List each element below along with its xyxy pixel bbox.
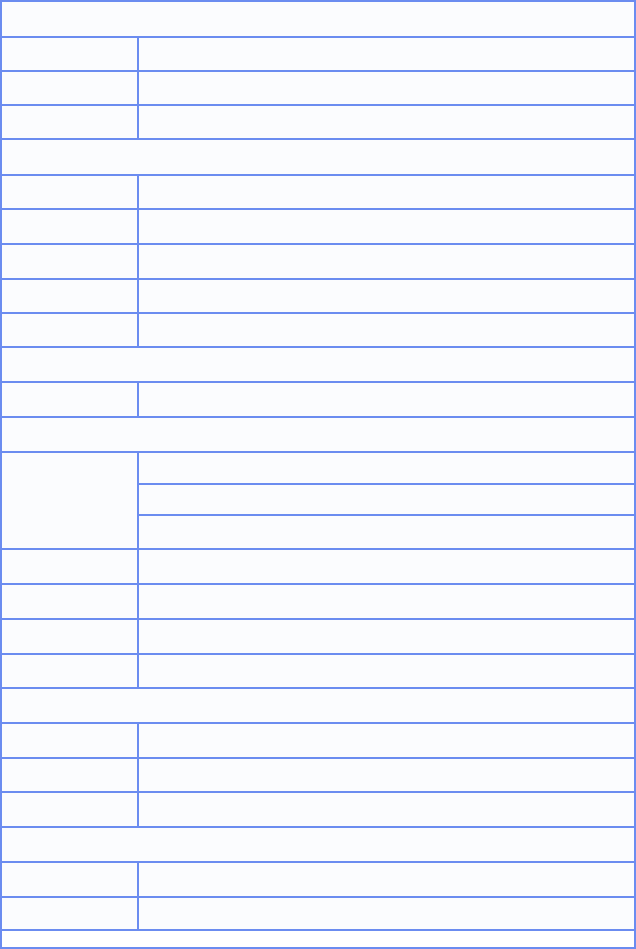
row-value-cell[interactable] bbox=[139, 516, 634, 548]
table-row bbox=[2, 314, 634, 348]
row-value-cell[interactable] bbox=[139, 793, 634, 826]
row-value-cell[interactable] bbox=[139, 453, 634, 485]
row-label-cell bbox=[2, 863, 139, 896]
row-label-cell bbox=[2, 245, 139, 278]
row-label-cell bbox=[2, 585, 139, 618]
row-value-cell[interactable] bbox=[139, 280, 634, 312]
row-label-cell bbox=[2, 210, 139, 243]
table-row bbox=[2, 176, 634, 210]
table-row bbox=[2, 759, 634, 793]
row-value-cell[interactable] bbox=[139, 245, 634, 278]
table-row bbox=[2, 383, 634, 418]
row-label-cell bbox=[2, 314, 139, 346]
row-label-cell bbox=[2, 280, 139, 312]
row-label-cell bbox=[2, 724, 139, 757]
row-value-cell[interactable] bbox=[139, 38, 634, 70]
table-row bbox=[2, 245, 634, 280]
table-row bbox=[2, 585, 634, 620]
row-value-cell[interactable] bbox=[139, 655, 634, 687]
row-label-cell bbox=[2, 106, 139, 138]
table-row bbox=[2, 550, 634, 585]
row-value-cell[interactable] bbox=[139, 759, 634, 791]
row-value-cell[interactable] bbox=[139, 106, 634, 138]
row-label-cell bbox=[2, 38, 139, 70]
row-label-cell bbox=[2, 620, 139, 653]
row-label-cell bbox=[2, 383, 139, 416]
row-value-cell[interactable] bbox=[139, 724, 634, 757]
section-header-row bbox=[2, 689, 634, 724]
table-row bbox=[2, 620, 634, 655]
row-value-cell[interactable] bbox=[139, 585, 634, 618]
table-row bbox=[2, 793, 634, 828]
row-value-cell[interactable] bbox=[139, 550, 634, 583]
row-value-cell[interactable] bbox=[139, 620, 634, 653]
row-label-cell bbox=[2, 655, 139, 687]
table-row-grouped bbox=[2, 453, 634, 550]
row-label-cell bbox=[2, 453, 139, 548]
table-row bbox=[2, 38, 634, 72]
row-value-cell[interactable] bbox=[139, 863, 634, 896]
row-label-cell bbox=[2, 72, 139, 104]
row-value-cell[interactable] bbox=[139, 176, 634, 208]
section-header-row bbox=[2, 2, 634, 38]
row-value-cell[interactable] bbox=[139, 314, 634, 346]
document-table bbox=[2, 2, 634, 931]
row-value-cell[interactable] bbox=[139, 485, 634, 517]
table-row bbox=[2, 724, 634, 759]
table-row bbox=[2, 863, 634, 898]
row-label-cell bbox=[2, 898, 139, 929]
row-label-cell bbox=[2, 550, 139, 583]
section-header-row bbox=[2, 828, 634, 863]
table-row bbox=[2, 655, 634, 689]
table-row bbox=[2, 106, 634, 140]
row-value-cell[interactable] bbox=[139, 210, 634, 243]
row-label-cell bbox=[2, 176, 139, 208]
row-value-stack bbox=[139, 453, 634, 548]
section-header-row bbox=[2, 348, 634, 383]
row-label-cell bbox=[2, 793, 139, 826]
table-row bbox=[2, 898, 634, 931]
row-value-cell[interactable] bbox=[139, 898, 634, 929]
row-value-cell[interactable] bbox=[139, 383, 634, 416]
section-header-row bbox=[2, 418, 634, 453]
row-label-cell bbox=[2, 759, 139, 791]
table-row bbox=[2, 210, 634, 245]
section-header-row bbox=[2, 140, 634, 176]
table-row bbox=[2, 280, 634, 314]
row-value-cell[interactable] bbox=[139, 72, 634, 104]
table-row bbox=[2, 72, 634, 106]
